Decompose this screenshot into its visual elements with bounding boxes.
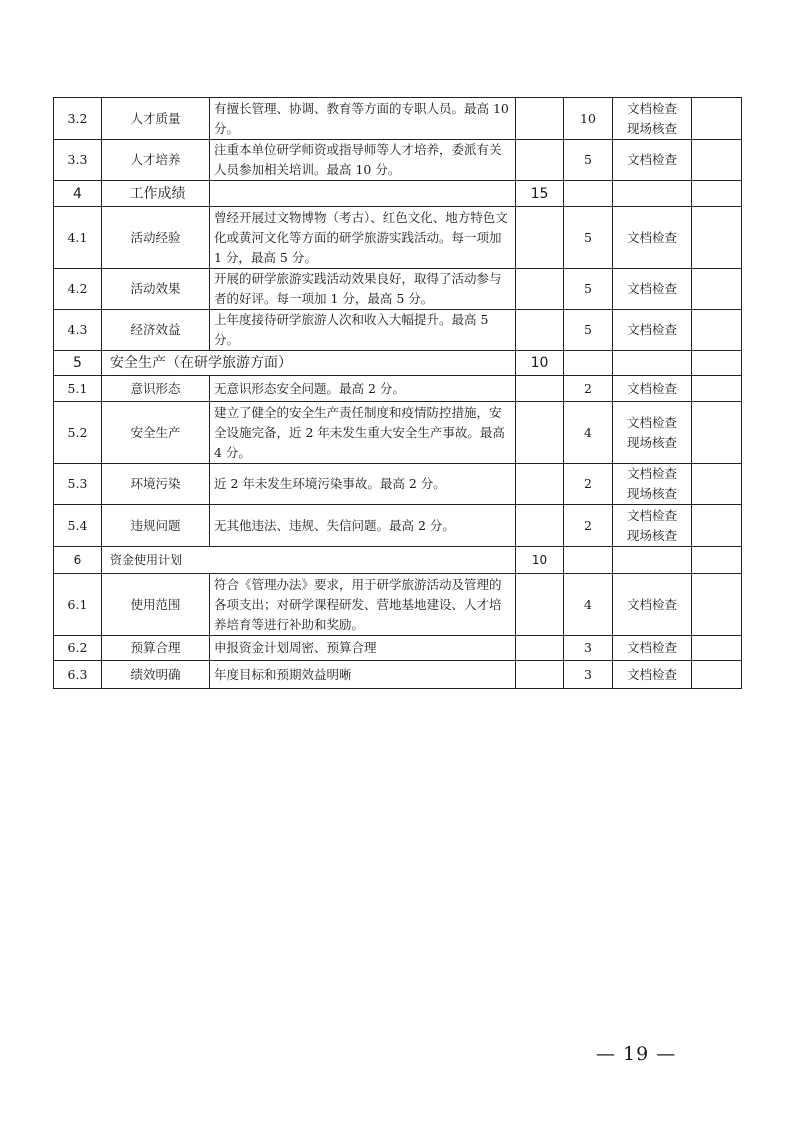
item-score: 2 <box>564 505 613 547</box>
check-method-line: 文档检查 <box>626 640 677 655</box>
section-description <box>210 181 516 207</box>
check-method-line: 文档检查 <box>626 100 677 116</box>
section-score <box>564 351 613 376</box>
item-number: 5.3 <box>54 464 102 505</box>
check-method <box>613 98 692 140</box>
section-score <box>564 181 613 207</box>
item-name: 活动经验 <box>102 207 210 269</box>
table-row <box>54 464 742 505</box>
table-row <box>54 98 742 140</box>
check-method <box>613 269 692 310</box>
check-method-line: 文档检查 <box>626 466 677 481</box>
section-score <box>564 547 613 574</box>
section-total: 15 <box>516 181 564 207</box>
remark-cell <box>692 181 742 207</box>
check-method-line: 文档检查 <box>626 281 677 296</box>
check-method <box>613 464 692 505</box>
item-score: 4 <box>564 574 613 636</box>
section-total <box>516 402 564 464</box>
item-description: 上年度接待研学旅游人次和收入大幅提升。最高 5 分。 <box>210 310 516 351</box>
item-number: 5.1 <box>54 376 102 402</box>
item-description: 年度目标和预期效益明晰 <box>210 661 516 689</box>
section-name: 工作成绩 <box>102 181 210 207</box>
check-method-line: 文档检查 <box>626 666 677 682</box>
item-number: 6.2 <box>54 636 102 661</box>
check-method-line: 现场核查 <box>626 527 677 543</box>
section-total <box>516 464 564 505</box>
item-name: 经济效益 <box>102 310 210 351</box>
remark-cell <box>692 376 742 402</box>
item-number: 3.3 <box>54 140 102 181</box>
table-row <box>54 402 742 464</box>
section-total <box>516 505 564 547</box>
item-name: 环境污染 <box>102 464 210 505</box>
item-number: 3.2 <box>54 98 102 140</box>
check-method-line: 现场核查 <box>626 434 677 450</box>
section-name: 资金使用计划 <box>102 547 516 574</box>
item-name: 预算合理 <box>102 636 210 661</box>
check-method <box>613 140 692 181</box>
check-method-line: 文档检查 <box>626 596 677 612</box>
item-name: 人才质量 <box>102 98 210 140</box>
check-method-line: 文档检查 <box>626 380 677 396</box>
item-number: 6.1 <box>54 574 102 636</box>
section-total: 10 <box>516 547 564 574</box>
section-total <box>516 140 564 181</box>
item-score: 10 <box>564 98 613 140</box>
check-method-line: 文档检查 <box>626 414 677 430</box>
item-name: 违规问题 <box>102 505 210 547</box>
evaluation-table <box>53 97 742 689</box>
item-score: 2 <box>564 464 613 505</box>
check-method <box>613 505 692 547</box>
table-row <box>54 207 742 269</box>
check-method-line: 文档检查 <box>626 152 677 167</box>
table-row <box>54 574 742 636</box>
item-number: 6.3 <box>54 661 102 689</box>
check-method <box>613 547 692 574</box>
section-total <box>516 574 564 636</box>
table-row <box>54 505 742 547</box>
check-method-line: 文档检查 <box>626 229 677 245</box>
item-number: 5.4 <box>54 505 102 547</box>
table-row <box>54 661 742 689</box>
remark-cell <box>692 269 742 310</box>
item-description: 无意识形态安全问题。最高 2 分。 <box>210 376 516 402</box>
remark-cell <box>692 464 742 505</box>
check-method-line: 现场核查 <box>626 120 677 136</box>
item-number: 5.2 <box>54 402 102 464</box>
item-number: 4.2 <box>54 269 102 310</box>
item-score: 5 <box>564 269 613 310</box>
item-number: 4.1 <box>54 207 102 269</box>
item-score: 5 <box>564 310 613 351</box>
section-total <box>516 636 564 661</box>
section-total <box>516 207 564 269</box>
item-description: 符合《管理办法》要求，用于研学旅游活动及管理的各项支出；对研学课程研发、营地基地建设、人才培养培育等进行补助和奖励。 <box>210 574 516 636</box>
item-number: 4.3 <box>54 310 102 351</box>
section-total <box>516 310 564 351</box>
item-score: 2 <box>564 376 613 402</box>
remark-cell <box>692 661 742 689</box>
page-number: — 19 — <box>596 1043 677 1065</box>
item-description: 有擅长管理、协调、教育等方面的专职人员。最高 10 分。 <box>210 98 516 140</box>
item-description: 开展的研学旅游实践活动效果良好，取得了活动参与者的好评。每一项加 1 分，最高 5 分。 <box>210 269 516 310</box>
item-name: 绩效明确 <box>102 661 210 689</box>
remark-cell <box>692 310 742 351</box>
section-total <box>516 98 564 140</box>
item-score: 3 <box>564 661 613 689</box>
section-number: 5 <box>54 351 102 376</box>
check-method <box>613 207 692 269</box>
item-score: 4 <box>564 402 613 464</box>
section-row <box>54 547 742 574</box>
item-name: 安全生产 <box>102 402 210 464</box>
table-row <box>54 140 742 181</box>
section-total <box>516 376 564 402</box>
item-description: 注重本单位研学师资或指导师等人才培养，委派有关人员参加相关培训。最高 10 分。 <box>210 140 516 181</box>
item-name: 活动效果 <box>102 269 210 310</box>
check-method <box>613 351 692 376</box>
item-score: 3 <box>564 636 613 661</box>
remark-cell <box>692 505 742 547</box>
remark-cell <box>692 636 742 661</box>
item-name: 意识形态 <box>102 376 210 402</box>
table-row <box>54 636 742 661</box>
table-row <box>54 310 742 351</box>
item-score: 5 <box>564 207 613 269</box>
item-description: 无其他违法、违规、失信问题。最高 2 分。 <box>210 505 516 547</box>
item-name: 人才培养 <box>102 140 210 181</box>
item-score: 5 <box>564 140 613 181</box>
remark-cell <box>692 207 742 269</box>
remark-cell <box>692 351 742 376</box>
item-description: 申报资金计划周密、预算合理 <box>210 636 516 661</box>
check-method <box>613 310 692 351</box>
check-method-line: 文档检查 <box>626 507 677 523</box>
section-number: 6 <box>54 547 102 574</box>
remark-cell <box>692 98 742 140</box>
check-method <box>613 181 692 207</box>
section-row <box>54 351 742 376</box>
remark-cell <box>692 402 742 464</box>
check-method <box>613 402 692 464</box>
table-row <box>54 376 742 402</box>
table-row <box>54 269 742 310</box>
check-method <box>613 636 692 661</box>
section-total <box>516 661 564 689</box>
item-description: 建立了健全的安全生产责任制度和疫情防控措施，安全设施完备，近 2 年未发生重大安全生产事故。最高 4 分。 <box>210 402 516 464</box>
remark-cell <box>692 574 742 636</box>
item-description: 近 2 年未发生环境污染事故。最高 2 分。 <box>210 464 516 505</box>
check-method <box>613 661 692 689</box>
section-total <box>516 269 564 310</box>
check-method-line: 文档检查 <box>626 322 677 337</box>
check-method <box>613 574 692 636</box>
section-number: 4 <box>54 181 102 207</box>
section-total: 10 <box>516 351 564 376</box>
check-method <box>613 376 692 402</box>
check-method-line: 现场核查 <box>626 486 677 501</box>
table-body <box>54 98 742 689</box>
item-name: 使用范围 <box>102 574 210 636</box>
remark-cell <box>692 547 742 574</box>
remark-cell <box>692 140 742 181</box>
item-description: 曾经开展过文物博物（考古）、红色文化、地方特色文化或黄河文化等方面的研学旅游实践活动。每一项加 1 分，最高 5 分。 <box>210 207 516 269</box>
section-row <box>54 181 742 207</box>
section-name: 安全生产（在研学旅游方面） <box>102 351 516 376</box>
